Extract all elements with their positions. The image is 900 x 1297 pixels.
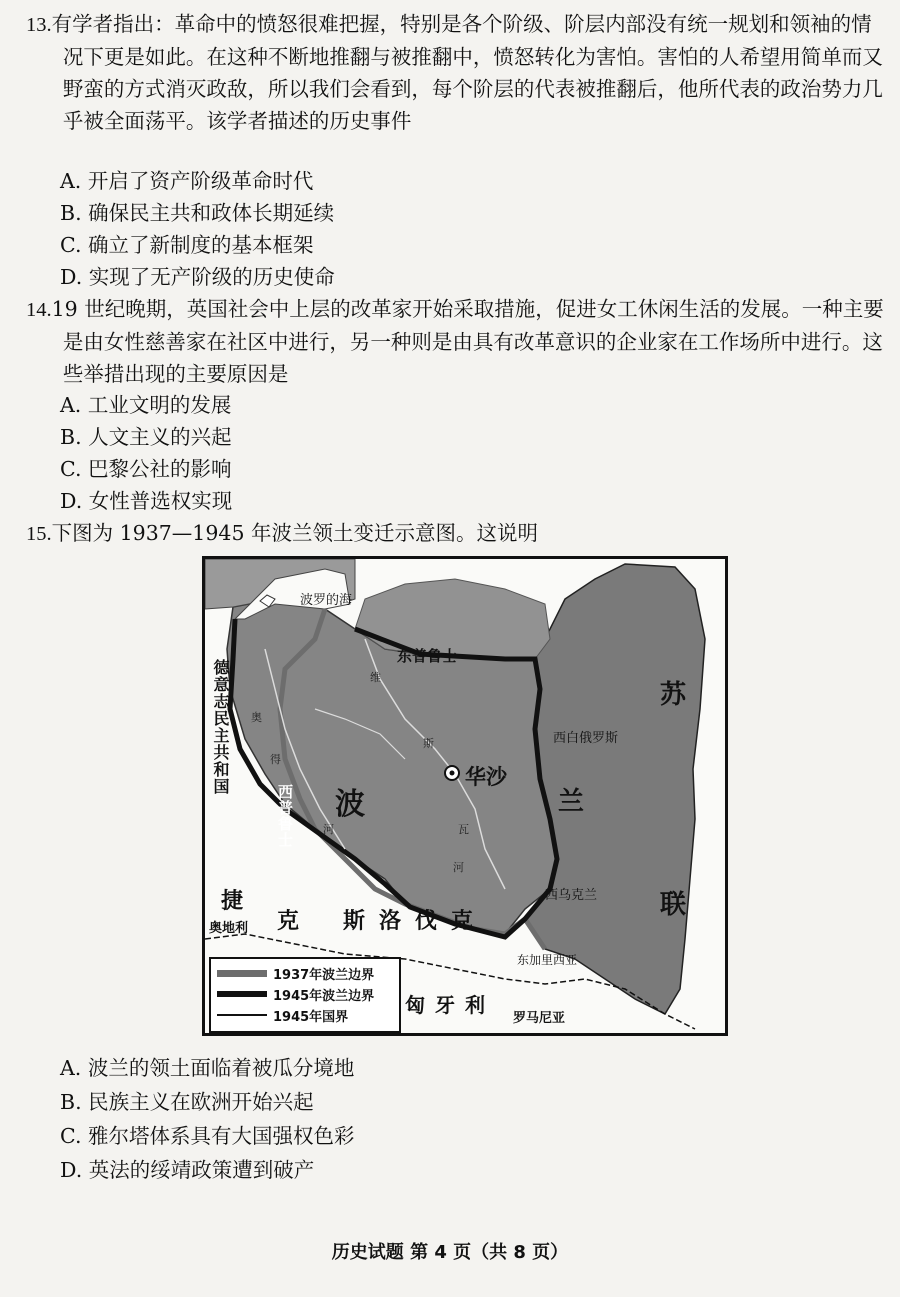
legend-swatch-1937 — [217, 970, 267, 977]
legend-row-1945-poland — [217, 984, 374, 1004]
label-ke: 克 — [277, 909, 300, 934]
label-river-si: 斯 — [423, 737, 434, 750]
label-romania: 罗马尼亚 — [513, 1011, 566, 1026]
q14-option-a: A. 工业文明的发展 — [60, 393, 232, 417]
label-poland: 波 — [335, 787, 365, 822]
page-footer: 历史试题 第 4 页（共 8 页） — [331, 1242, 569, 1263]
legend-row-1945-national — [217, 1005, 348, 1025]
legend-label-1937: 1937年波兰边界 — [273, 967, 375, 983]
label-west-belarus: 西白俄罗斯 — [553, 731, 619, 746]
q15-option-a: A. 波兰的领土面临着被瓜分境地 — [60, 1056, 355, 1080]
question-15-text: 下图为 1937—1945 年波兰领土变迁示意图。这说明 — [51, 521, 538, 545]
legend-swatch-1945-poland — [217, 991, 267, 997]
map-legend — [209, 957, 401, 1033]
label-czech: 捷 — [221, 889, 244, 914]
label-west-ukraine: 西乌克兰 — [545, 888, 598, 903]
legend-swatch-1945-national — [217, 1014, 267, 1016]
q15-option-b: B. 民族主义在欧洲开始兴起 — [60, 1090, 314, 1114]
question-15-stem — [26, 517, 886, 550]
label-baltic: 波罗的海 — [300, 593, 353, 608]
legend-label-1945-poland: 1945年波兰边界 — [273, 988, 375, 1004]
question-14-stem — [26, 293, 886, 390]
q13-option-d: D. 实现了无产阶级的历史使命 — [60, 265, 335, 289]
label-gdr: 德意志民主共和国 — [211, 659, 230, 795]
label-warsaw: 华沙 — [465, 765, 507, 789]
poland-territory-map — [202, 556, 728, 1036]
label-hungary: 匈牙利 — [405, 993, 495, 1017]
label-river-oder: 奥 — [251, 711, 262, 724]
question-13-text: 有学者指出：革命中的愤怒很难把握，特别是各个阶级、阶层内部没有统一规划和领袖的情况下更是如此。在这种不断地推翻与被推翻中，愤怒转化为害怕。害怕的人希望用简单而又野蛮的方式消灭政敌，所以我们会看到，每个阶层的代表被推翻后，他所代表的政治势力几乎被全面荡平。该学者描述的历史事件 — [51, 12, 883, 133]
question-13 — [26, 8, 886, 137]
label-river-wei: 维 — [370, 671, 381, 684]
question-14-text: 19 世纪晚期，英国社会中上层的改革家开始采取措施，促进女工休闲生活的发展。一种主要是由女性慈善家在社区中进行，另一种则是由具有改革意识的企业家在工作场所中进行。这些举措出现的主要原因是 — [51, 297, 884, 386]
q13-option-a: A. 开启了资产阶级革命时代 — [60, 169, 314, 193]
label-lan: 兰 — [558, 787, 585, 817]
q13-option-b: B. 确保民主共和政体长期延续 — [60, 201, 335, 225]
label-west-prussia: 西普鲁士 — [276, 784, 294, 848]
q14-option-c: C. 巴黎公社的影响 — [60, 457, 232, 481]
label-lian: 联 — [660, 890, 687, 920]
legend-label-1945-national: 1945年国界 — [273, 1009, 349, 1025]
q15-option-d: D. 英法的绥靖政策遭到破产 — [60, 1158, 315, 1182]
question-13-number: 13. — [26, 14, 52, 36]
label-austria: 奥地利 — [209, 921, 249, 936]
label-river-he2: 河 — [323, 823, 334, 836]
label-east-prussia: 东普鲁士 — [397, 647, 458, 665]
label-slovak: 斯洛伐克 — [343, 909, 488, 934]
q14-option-b: B. 人文主义的兴起 — [60, 425, 232, 449]
q14-option-d: D. 女性普选权实现 — [60, 489, 233, 513]
label-river-he: 河 — [453, 861, 464, 874]
question-15 — [26, 517, 886, 550]
label-river-de: 得 — [270, 753, 281, 766]
warsaw-marker-dot — [450, 771, 455, 776]
question-14-number: 14. — [26, 299, 52, 321]
q13-option-c: C. 确立了新制度的基本框架 — [60, 233, 314, 257]
q15-option-c: C. 雅尔塔体系具有大国强权色彩 — [60, 1124, 355, 1148]
legend-row-1937 — [217, 963, 374, 983]
label-su: 苏 — [660, 680, 687, 710]
question-14 — [26, 293, 886, 390]
question-15-number: 15. — [26, 523, 52, 545]
label-east-galicia: 东加里西亚 — [517, 953, 578, 967]
question-13-stem — [26, 8, 886, 137]
label-river-wa: 瓦 — [458, 823, 469, 836]
